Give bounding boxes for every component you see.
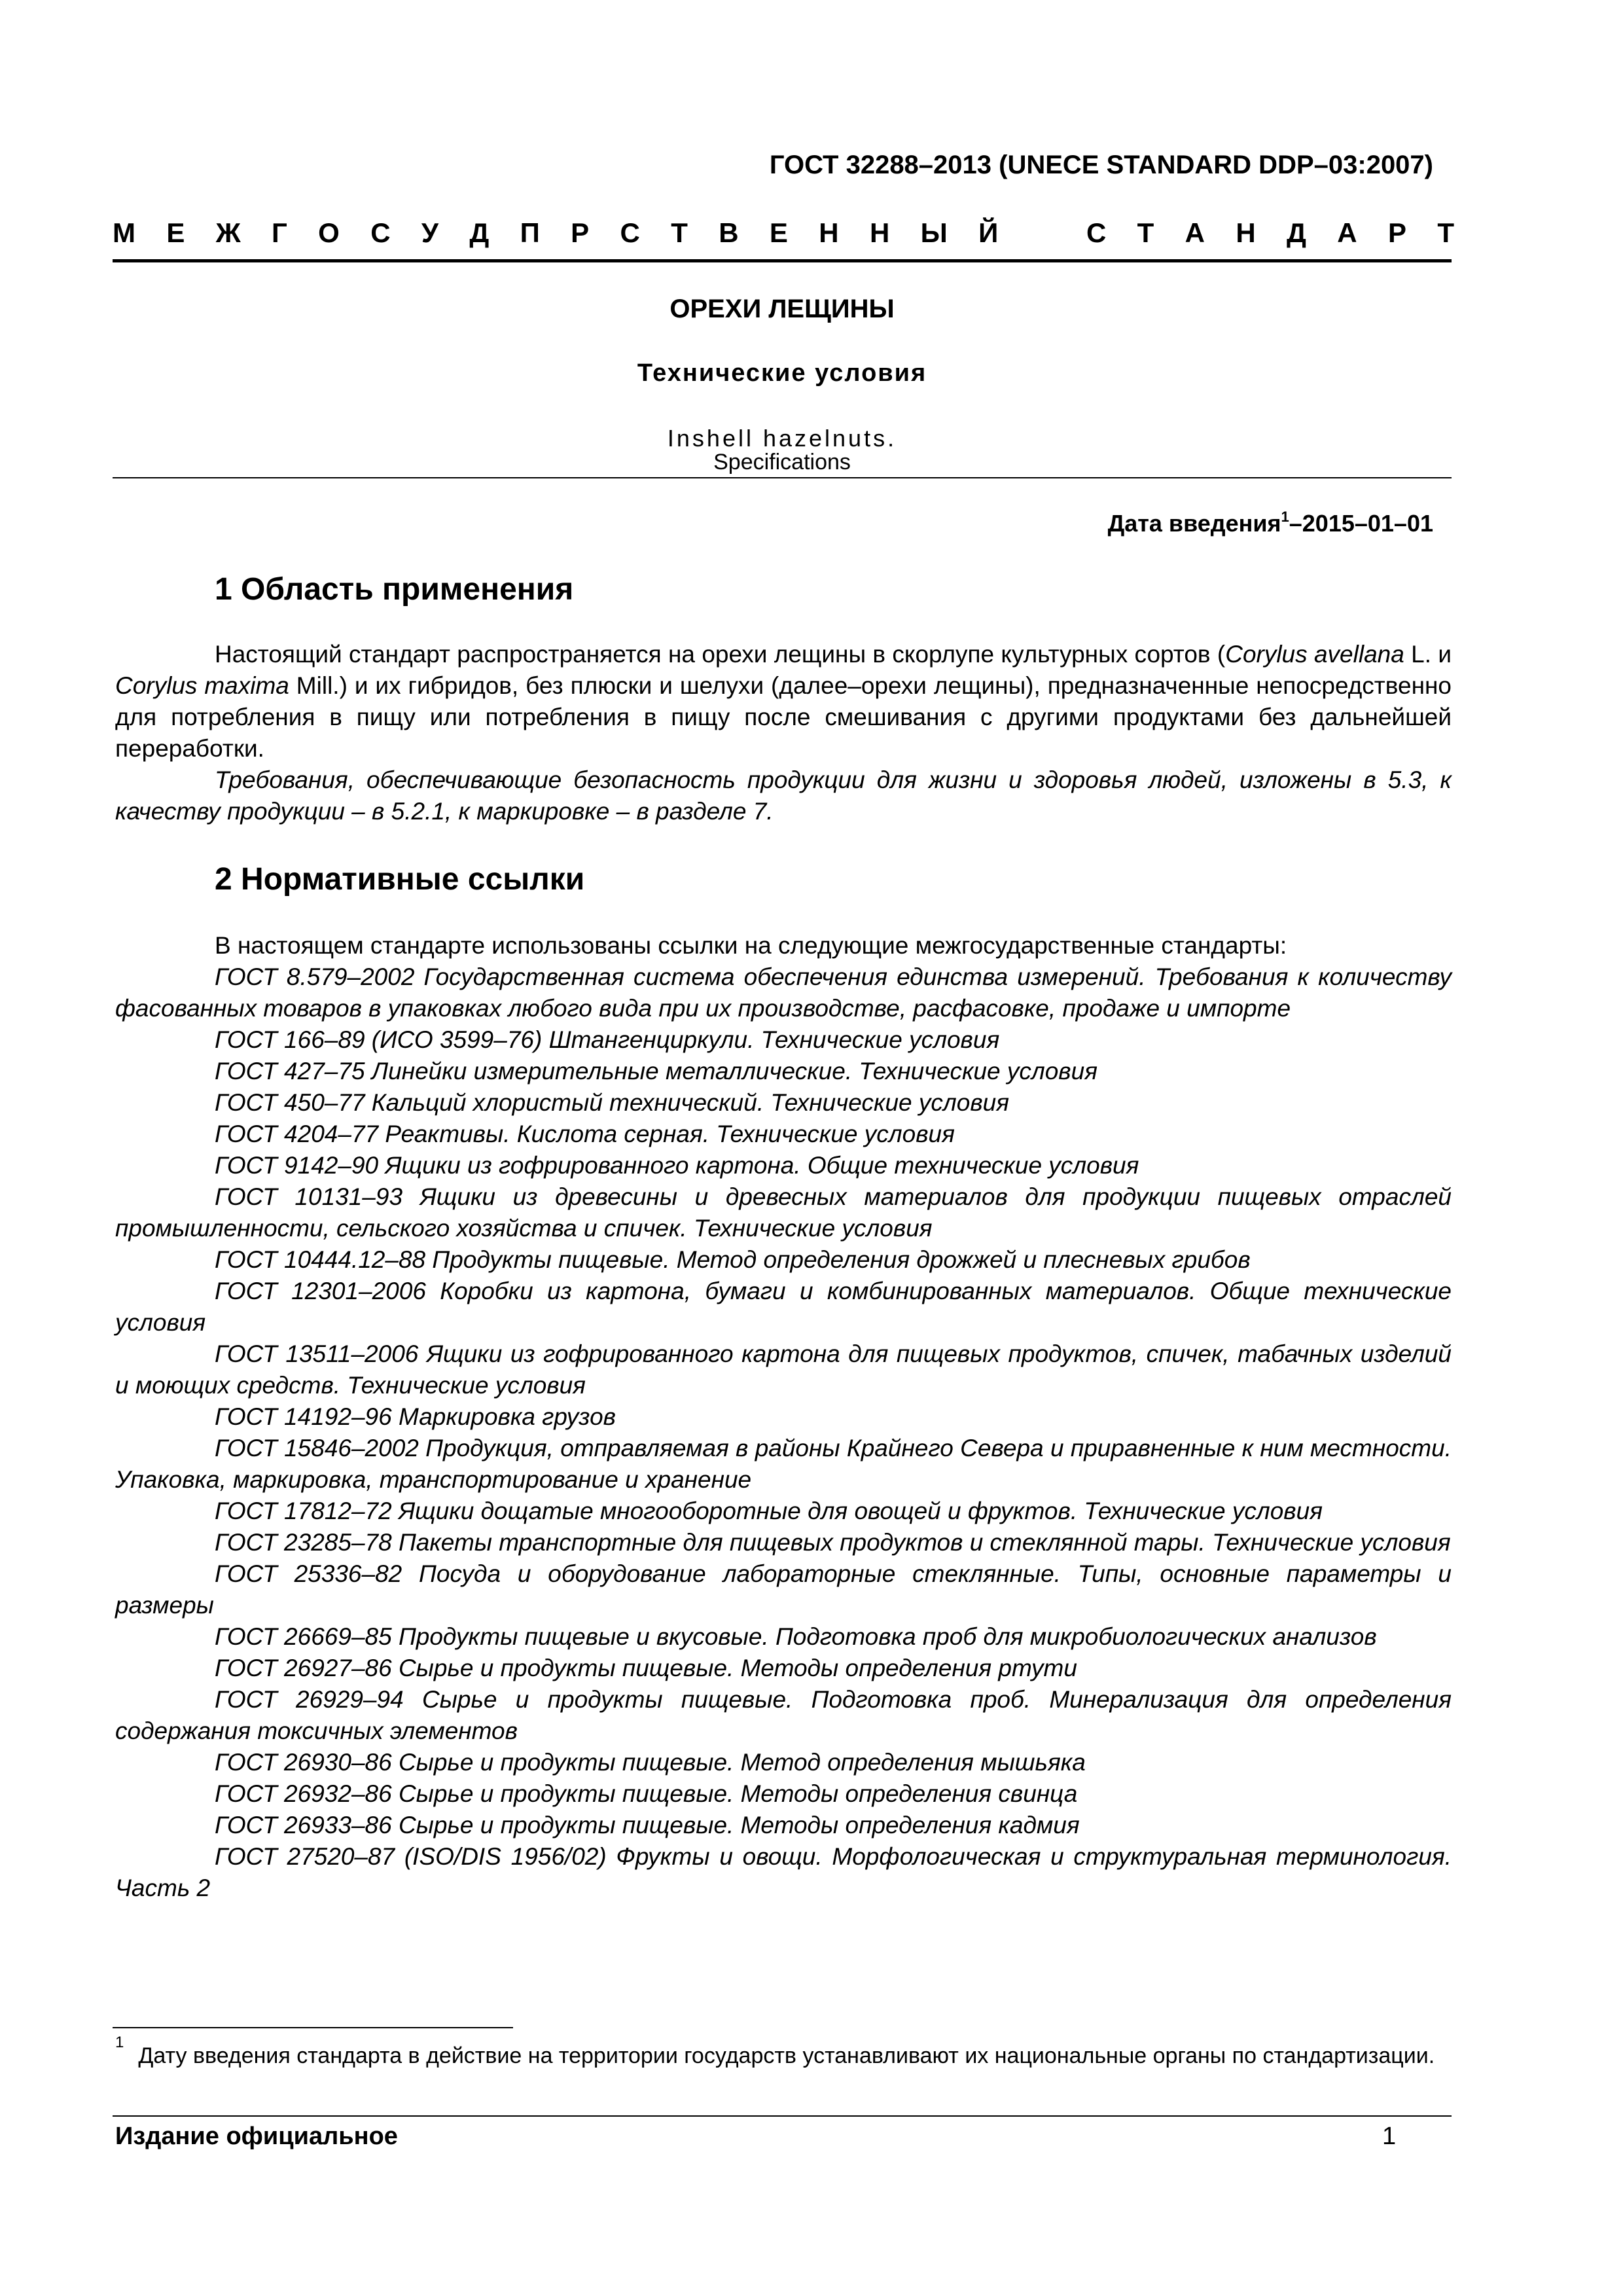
section-heading-scope: 1 Область применения [215,572,574,607]
reference-item: ГОСТ 26669–85 Продукты пищевые и вкусовые. Подготовка проб для микробиологических анализов [215,1623,1377,1650]
reference-item: ГОСТ 8.579–2002 Государственная система обеспечения единства измерений. Требования к количеству фасованных товаров в упаковках любого вида при их производстве, расфасовке, продаже и импорте [115,963,1452,1022]
header-rule [113,259,1452,262]
reference-item: ГОСТ 26930–86 Сырье и продукты пищевые. Метод определения мышьяка [215,1749,1086,1776]
banner-letter: Н [1236,217,1256,248]
banner-letter: Р [1387,217,1406,248]
banner-letter: Д [1287,217,1306,248]
banner-letter: А [1185,217,1205,248]
banner-letter: Р [571,217,590,248]
banner-letter: М [113,217,135,248]
reference-item: ГОСТ 9142–90 Ящики из гофрированного картона. Общие технические условия [215,1152,1139,1179]
normative-references-list [115,930,1452,1904]
reference-item: ГОСТ 25336–82 Посуда и оборудование лабораторные стеклянные. Типы, основные параметры и размеры [115,1560,1452,1619]
footnote-mark: 1 [115,2034,124,2051]
reference-item: ГОСТ 26932–86 Сырье и продукты пищевые. Методы определения свинца [215,1780,1078,1807]
reference-item: ГОСТ 15846–2002 Продукция, отправляемая в районы Крайнего Севера и приравненные к ним местности. Упаковка, маркировка, транспортирование и хранение [115,1435,1452,1493]
date-footnote-mark: 1 [1281,509,1289,525]
banner-letter: Ы [920,217,948,248]
standard-designation: ГОСТ 32288–2013 (UNECE STANDARD DDP–03:2007) [769,151,1433,179]
reference-item: ГОСТ 17812–72 Ящики дощатые многооборотные для овощей и фруктов. Технические условия [215,1498,1323,1524]
banner-letter: У [421,217,439,248]
reference-item: ГОСТ 27520–87 (ISO/DIS 1956/02) Фрукты и овощи. Морфологическая и структуральная терминология. Часть 2 [115,1843,1452,1901]
english-title: Inshell hazelnuts. [667,425,897,452]
footnote-separator [113,2027,513,2028]
banner-letter: Т [671,217,688,248]
banner-letter: Е [166,217,185,248]
interstate-standard-banner [113,216,1454,250]
footnote-text: Дату введения стандарта в действие на территории государств устанавливают их национальные органы по стандартизации. [138,2043,1435,2068]
references-intro: В настоящем стандарте использованы ссылки на следующие межгосударственные стандарты: [215,932,1287,959]
banner-letter: Т [1137,217,1154,248]
banner-word-gap [1029,216,1056,250]
text-run: Настоящий стандарт распространяется на орехи лещины в скорлупе культурных сортов ( [215,641,1226,668]
banner-letter: С [1086,217,1107,248]
banner-letter: Н [819,217,839,248]
banner-letter: Д [469,217,490,248]
footnote [115,2034,1452,2072]
reference-item: ГОСТ 26929–94 Сырье и продукты пищевые. Подготовка проб. Минерализация для определения содержания токсичных элементов [115,1686,1452,1744]
reference-item: ГОСТ 23285–78 Пакеты транспортные для пищевых продуктов и стеклянной тары. Технические условия [215,1529,1451,1556]
banner-letter: А [1337,217,1357,248]
introduction-date [1108,508,1433,539]
date-label: Дата введения [1107,510,1281,537]
banner-letter: О [318,217,340,248]
latin-name: Corylus maxima [115,672,289,699]
reference-item: ГОСТ 10444.12–88 Продукты пищевые. Метод определения дрожжей и плесневых грибов [215,1246,1251,1273]
reference-item: ГОСТ 14192–96 Маркировка грузов [215,1403,616,1430]
reference-item: ГОСТ 10131–93 Ящики из древесины и древесных материалов для продукции пищевых отраслей промышленности, сельского хозяйства и спичек. Технические условия [115,1183,1452,1242]
requirements-paragraph: Требования, обеспечивающие безопасность продукции для жизни и здоровья людей, изложены в 5.3, к качеству продукции – в 5.2.1, к маркировке – в разделе 7. [115,766,1452,825]
banner-letter: П [520,217,540,248]
footer-rule [113,2115,1452,2117]
banner-letter: Н [869,217,890,248]
section-scope-body [115,639,1452,827]
date-value: –2015–01–01 [1289,510,1433,537]
reference-item: ГОСТ 26927–86 Сырье и продукты пищевые. Методы определения ртути [215,1655,1077,1681]
reference-item: ГОСТ 450–77 Кальций хлористый технический. Технические условия [215,1089,1009,1116]
title-rule [113,477,1452,478]
reference-item: ГОСТ 4204–77 Реактивы. Кислота серная. Технические условия [215,1121,955,1147]
section-heading-references: 2 Нормативные ссылки [215,862,585,897]
banner-letter: Е [769,217,788,248]
banner-letter: Й [978,217,999,248]
reference-item: ГОСТ 427–75 Линейки измерительные металлические. Технические условия [215,1058,1097,1085]
document-subtitle: Технические условия [637,359,927,387]
banner-letter: Ж [215,217,241,248]
reference-item: ГОСТ 13511–2006 Ящики из гофрированного картона для пищевых продуктов, спичек, табачных изделий и моющих средств. Технические условия [115,1340,1452,1399]
banner-letter: Г [272,217,287,248]
banner-letter: С [620,217,640,248]
scope-paragraph [115,639,1452,764]
text-run: L. и [1404,641,1452,668]
reference-item: ГОСТ 26933–86 Сырье и продукты пищевые. Методы определения кадмия [215,1812,1080,1839]
document-title: ОРЕХИ ЛЕЩИНЫ [669,295,895,323]
page-number: 1 [1382,2123,1397,2150]
official-edition-label: Издание официальное [115,2123,398,2150]
banner-letter: В [719,217,739,248]
banner-letter: С [370,217,391,248]
latin-name: Corylus avellana [1225,641,1404,668]
reference-item: ГОСТ 166–89 (ИСО 3599–76) Штангенциркули. Технические условия [215,1026,1000,1053]
english-subtitle: Specifications [713,450,851,475]
banner-letter: Т [1437,217,1454,248]
reference-item: ГОСТ 12301–2006 Коробки из картона, бумаги и комбинированных материалов. Общие технические условия [115,1278,1452,1336]
text-run: Mill.) и их гибридов, без плюски и шелухи (далее–орехи лещины), предназначенные непосредственно для потребления в пищу или потребления в пищу после смешивания с другими продуктами без дальнейшей переработки. [115,672,1452,762]
